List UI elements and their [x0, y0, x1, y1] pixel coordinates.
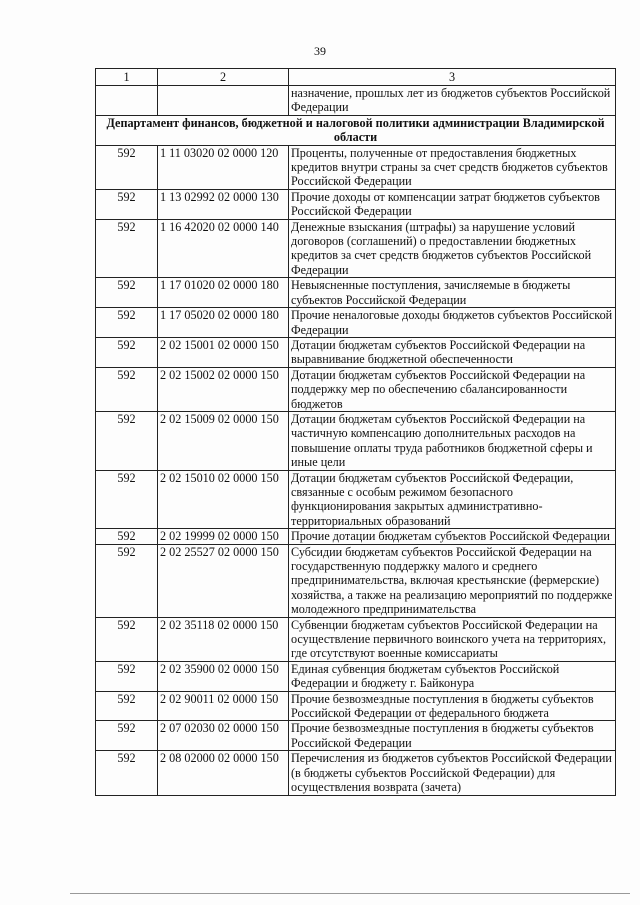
page-number: 39 [314, 44, 326, 58]
header-cell-2: 2 [158, 69, 289, 86]
table-row [96, 337, 616, 367]
revenue-codes-table [95, 68, 616, 796]
admin-cell: 592 [96, 544, 158, 617]
code-cell: 1 13 02992 02 0000 130 [158, 189, 289, 219]
admin-cell: 592 [96, 470, 158, 529]
continuation-row [96, 86, 616, 116]
table-row [96, 691, 616, 721]
code-cell: 2 02 15001 02 0000 150 [158, 337, 289, 367]
admin-cell: 592 [96, 751, 158, 795]
table-row [96, 145, 616, 189]
admin-cell: 592 [96, 219, 158, 278]
code-cell: 1 17 01020 02 0000 180 [158, 278, 289, 308]
name-cell: Перечисления из бюджетов субъектов Российской Федерации (в бюджеты субъектов Российской Федерации) для осуществления возврата (зачета) [289, 751, 616, 795]
table-row [96, 189, 616, 219]
table-row [96, 470, 616, 529]
admin-cell: 592 [96, 411, 158, 470]
name-cell: Единая субвенция бюджетам субъектов Российской Федерации и бюджету г. Байконура [289, 661, 616, 691]
code-cell: 2 02 15009 02 0000 150 [158, 411, 289, 470]
code-cell: 2 02 90011 02 0000 150 [158, 691, 289, 721]
name-cell: Прочие безвозмездные поступления в бюджеты субъектов Российской Федерации [289, 721, 616, 751]
name-cell: Дотации бюджетам субъектов Российской Федерации на поддержку мер по обеспечению сбалансированности бюджетов [289, 367, 616, 411]
header-cell-3: 3 [289, 69, 616, 86]
admin-cell: 592 [96, 617, 158, 661]
admin-cell: 592 [96, 308, 158, 338]
name-cell: Прочие доходы от компенсации затрат бюджетов субъектов Российской Федерации [289, 189, 616, 219]
section-title: Департамент финансов, бюджетной и налоговой политики администрации Владимирской области [96, 115, 616, 145]
admin-cell: 592 [96, 189, 158, 219]
code-cell: 2 02 19999 02 0000 150 [158, 529, 289, 544]
name-cell: Субвенции бюджетам субъектов Российской Федерации на осуществление первичного воинского учета на территориях, где отсутствуют военные комиссариаты [289, 617, 616, 661]
code-cell: 1 17 05020 02 0000 180 [158, 308, 289, 338]
code-cell: 2 08 02000 02 0000 150 [158, 751, 289, 795]
code-cell: 2 07 02030 02 0000 150 [158, 721, 289, 751]
table-row [96, 219, 616, 278]
name-cell: Денежные взыскания (штрафы) за нарушение условий договоров (соглашений) о предоставлении бюджетных кредитов за счет средств бюджетов субъектов Российской Федерации [289, 219, 616, 278]
code-cell: 2 02 15010 02 0000 150 [158, 470, 289, 529]
name-cell: Дотации бюджетам субъектов Российской Федерации на частичную компенсацию дополнительных расходов на повышение оплаты труда работников бюджетной сферы и иные цели [289, 411, 616, 470]
table-row [96, 661, 616, 691]
code-cell: 2 02 35900 02 0000 150 [158, 661, 289, 691]
name-cell: Проценты, полученные от предоставления бюджетных кредитов внутри страны за счет средств бюджетов субъектов Российской Федерации [289, 145, 616, 189]
code-cell: 2 02 15002 02 0000 150 [158, 367, 289, 411]
name-cell: Прочие безвозмездные поступления в бюджеты субъектов Российской Федерации от федерального бюджета [289, 691, 616, 721]
table-body [96, 69, 616, 796]
admin-cell: 592 [96, 661, 158, 691]
table-row [96, 617, 616, 661]
table-row [96, 308, 616, 338]
continuation-name-cell: назначение, прошлых лет из бюджетов субъектов Российской Федерации [289, 86, 616, 116]
name-cell: Прочие неналоговые доходы бюджетов субъектов Российской Федерации [289, 308, 616, 338]
name-cell: Прочие дотации бюджетам субъектов Российской Федерации [289, 529, 616, 544]
admin-cell: 592 [96, 278, 158, 308]
table-row [96, 367, 616, 411]
name-cell: Субсидии бюджетам субъектов Российской Федерации на государственную поддержку малого и среднего предпринимательства, включая крестьянские (фермерские) хозяйства, а также на реализацию мероприятий по поддержке молодежного предпринимательства [289, 544, 616, 617]
continuation-code-cell [158, 86, 289, 116]
admin-cell: 592 [96, 529, 158, 544]
table-row [96, 529, 616, 544]
code-cell: 2 02 35118 02 0000 150 [158, 617, 289, 661]
continuation-admin-cell [96, 86, 158, 116]
admin-cell: 592 [96, 337, 158, 367]
admin-cell: 592 [96, 691, 158, 721]
name-cell: Дотации бюджетам субъектов Российской Федерации на выравнивание бюджетной обеспеченности [289, 337, 616, 367]
admin-cell: 592 [96, 145, 158, 189]
name-cell: Невыясненные поступления, зачисляемые в бюджеты субъектов Российской Федерации [289, 278, 616, 308]
code-cell: 1 11 03020 02 0000 120 [158, 145, 289, 189]
page-bottom-edge [70, 893, 630, 894]
table-row [96, 544, 616, 617]
table-header-row [96, 69, 616, 86]
table-row [96, 278, 616, 308]
admin-cell: 592 [96, 721, 158, 751]
code-cell: 2 02 25527 02 0000 150 [158, 544, 289, 617]
code-cell: 1 16 42020 02 0000 140 [158, 219, 289, 278]
table-row [96, 751, 616, 795]
admin-cell: 592 [96, 367, 158, 411]
table-row [96, 411, 616, 470]
name-cell: Дотации бюджетам субъектов Российской Федерации, связанные с особым режимом безопасного функционирования закрытых административно-территориальных образований [289, 470, 616, 529]
table-row [96, 721, 616, 751]
header-cell-1: 1 [96, 69, 158, 86]
section-header-row [96, 115, 616, 145]
